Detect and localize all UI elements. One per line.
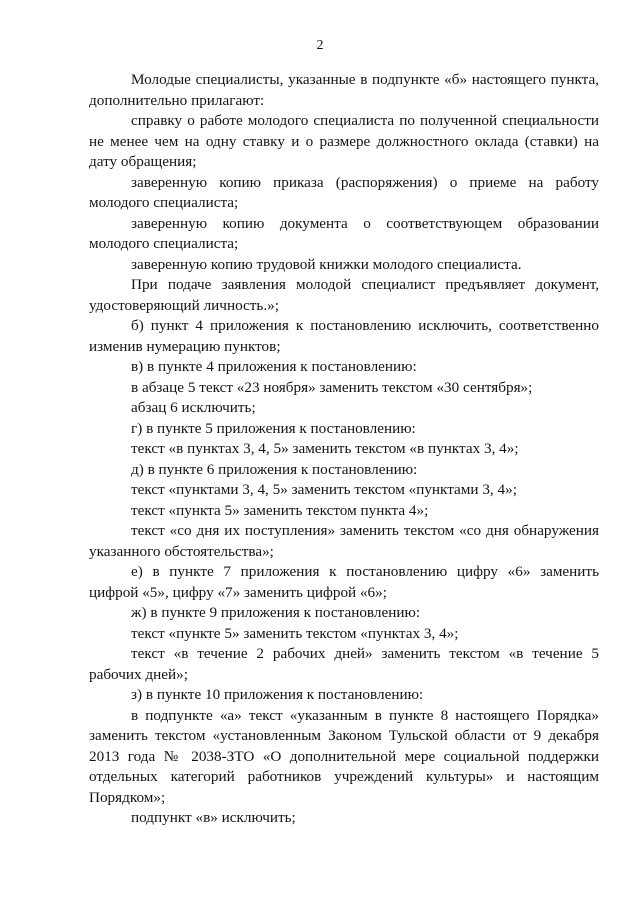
paragraph-2: справку о работе молодого специалиста по полученной специальности не менее чем на одну ставку и о размере должностного оклада (ставки) на дату обращения; xyxy=(89,112,599,170)
paragraph-22: в подпункте «а» текст «указанным в пункте 8 настоящего Порядка» заменить текстом «установленным Законом Тульской области от 9 декабря 2013 года № 2038-ЗТО «О дополнительной мере социальной поддержки отдельных категорий работников учреждений культуры» и настоящим Порядком»; xyxy=(89,706,599,806)
paragraph-23: подпункт «в» исключить; xyxy=(131,809,296,826)
paragraph-16: текст «со дня их поступления» заменить текстом «со дня обнаружения указанного обстоятельства»; xyxy=(89,522,599,560)
paragraph-12: текст «в пунктах 3, 4, 5» заменить текстом «в пунктах 3, 4»; xyxy=(131,440,519,457)
paragraph-17: е) в пункте 7 приложения к постановлению цифру «6» заменить цифрой «5», цифру «7» заменить цифрой «6»; xyxy=(89,563,599,601)
paragraph-10: абзац 6 исключить; xyxy=(131,399,256,416)
paragraph-18: ж) в пункте 9 приложения к постановлению: xyxy=(131,604,421,621)
paragraph-11: г) в пункте 5 приложения к постановлению: xyxy=(131,419,416,437)
document-body xyxy=(89,70,599,829)
paragraph-3: заверенную копию приказа (распоряжения) о приеме на работу молодого специалиста; xyxy=(89,173,599,211)
paragraph-21: з) в пункте 10 приложения к постановлению: xyxy=(131,686,424,703)
paragraph-5: заверенную копию трудовой книжки молодого специалиста. xyxy=(131,255,522,273)
paragraph-4: заверенную копию документа о соответствующем образовании молодого специалиста; xyxy=(89,214,599,252)
paragraph-19: текст «пункте 5» заменить текстом «пунктах 3, 4»; xyxy=(131,624,459,642)
paragraph-20: текст «в течение 2 рабочих дней» заменить текстом «в течение 5 рабочих дней»; xyxy=(89,645,599,683)
paragraph-9: в абзаце 5 текст «23 ноября» заменить текстом «30 сентября»; xyxy=(131,378,533,396)
paragraph-13: д) в пункте 6 приложения к постановлению: xyxy=(131,460,418,478)
paragraph-14: текст «пунктами 3, 4, 5» заменить текстом «пунктами 3, 4»; xyxy=(131,481,517,498)
paragraph-15: текст «пункта 5» заменить текстом пункта 4»; xyxy=(131,501,429,519)
paragraph-6: При подаче заявления молодой специалист предъявляет документ, удостоверяющий личность.»; xyxy=(89,276,599,314)
paragraph-1: Молодые специалисты, указанные в подпункте «б» настоящего пункта, дополнительно прилагают: xyxy=(89,71,599,109)
paragraph-7: б) пункт 4 приложения к постановлению исключить, соответственно изменив нумерацию пунктов; xyxy=(89,317,599,355)
paragraph-8: в) в пункте 4 приложения к постановлению: xyxy=(131,358,417,375)
page-number: 2 xyxy=(316,38,324,53)
